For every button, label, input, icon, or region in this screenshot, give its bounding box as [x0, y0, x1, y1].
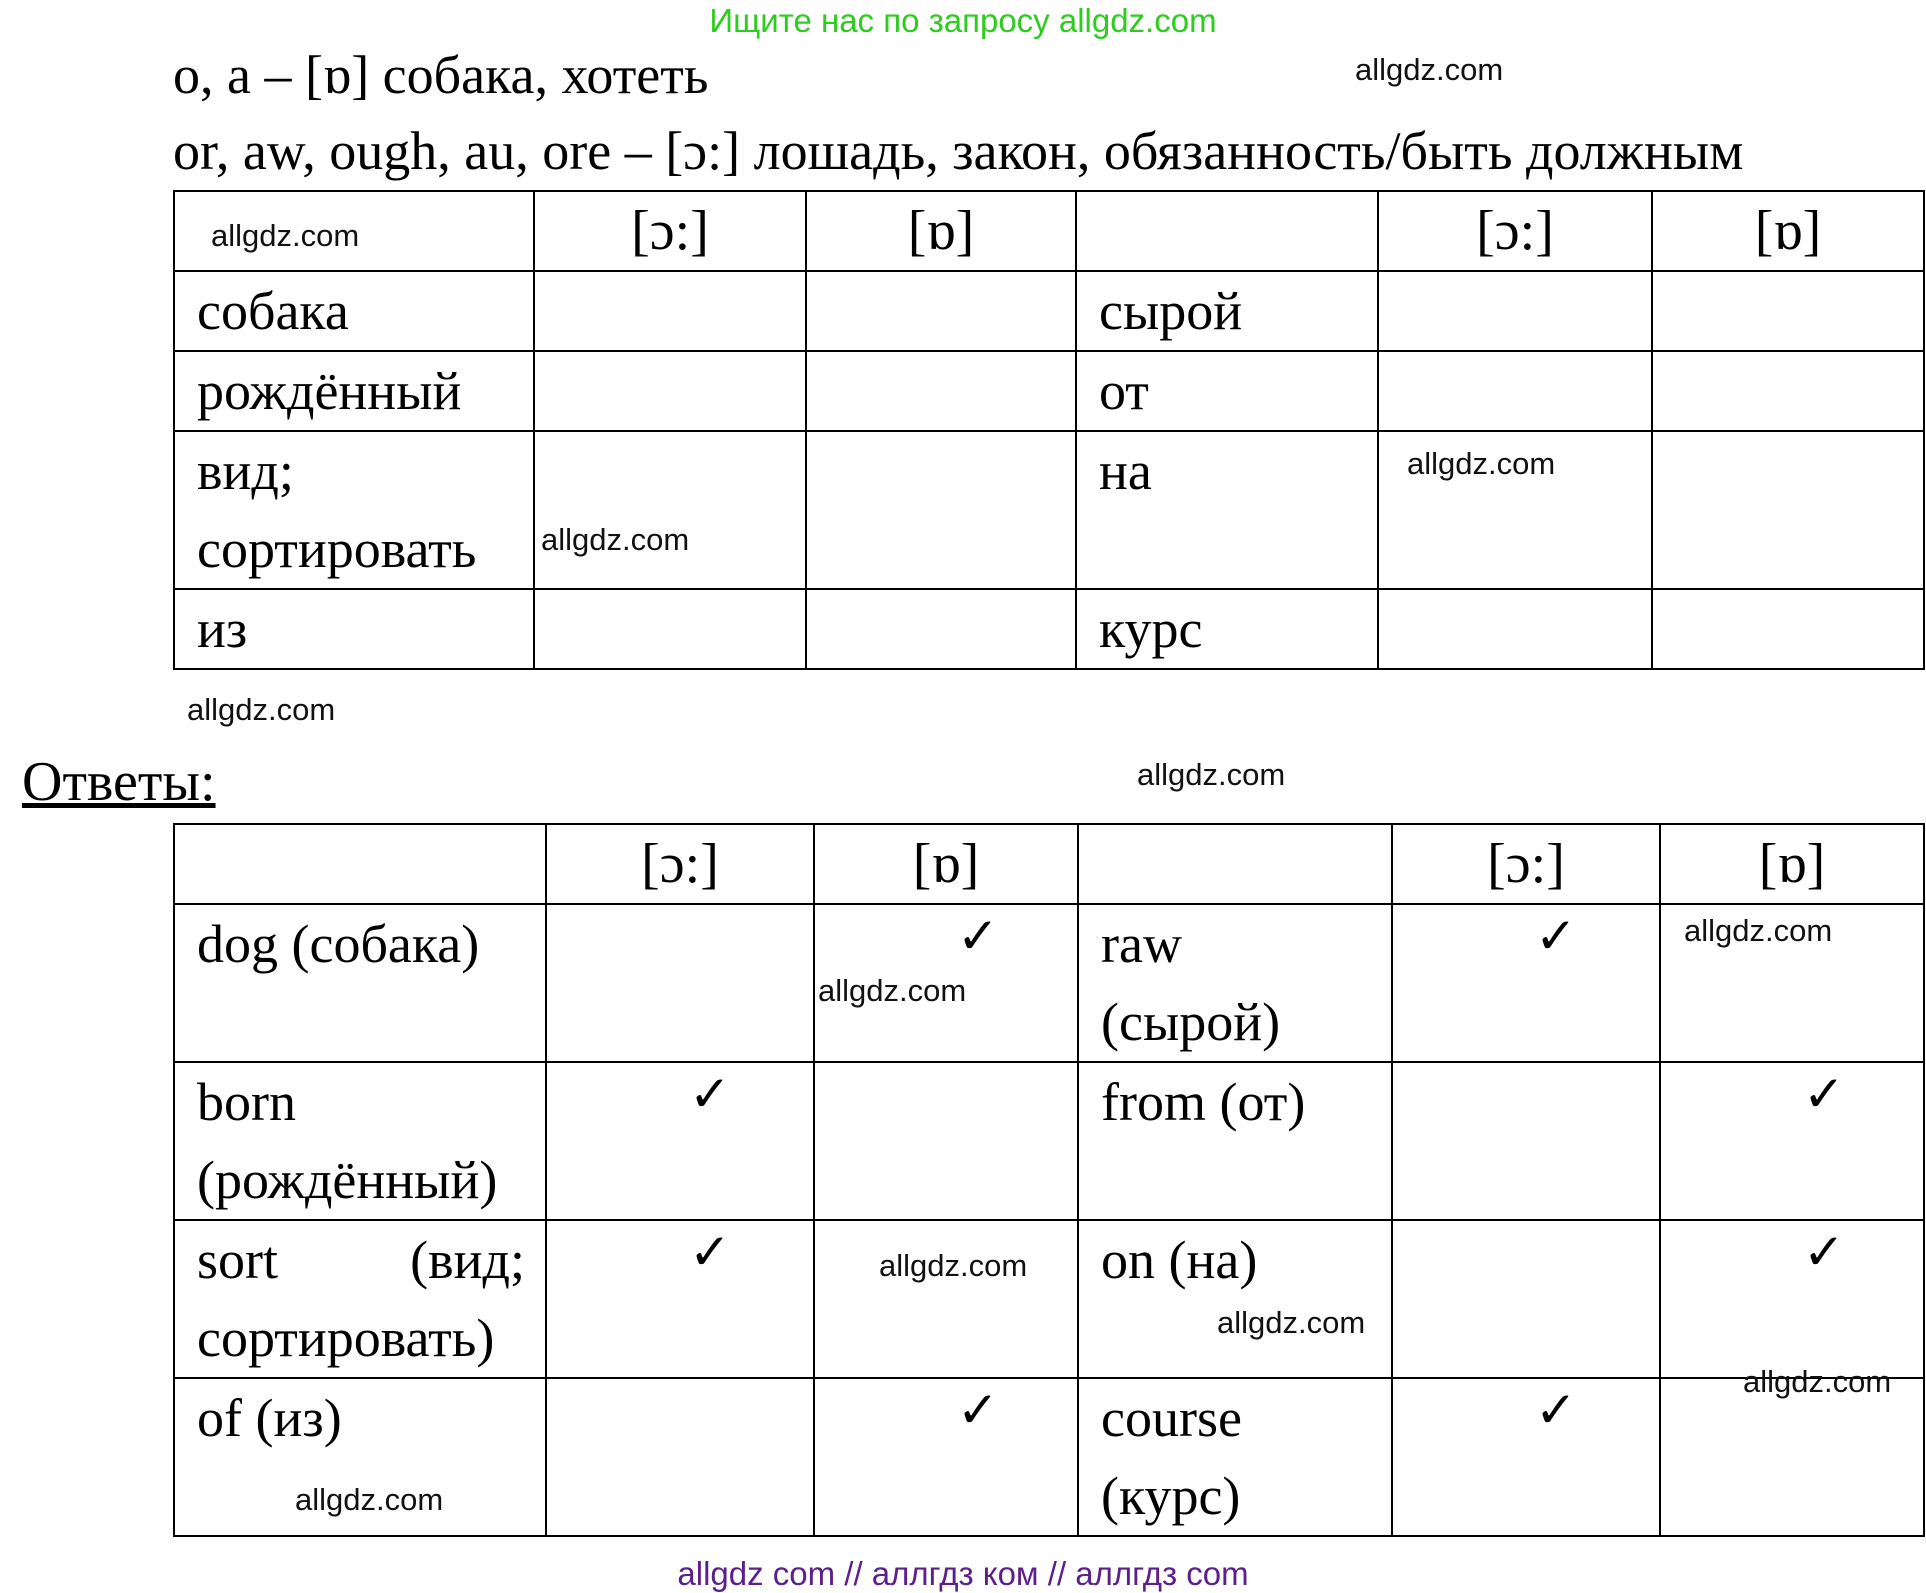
check-mark-icon: ✓	[1803, 1065, 1845, 1123]
watermark: allgdz.com	[818, 973, 967, 1008]
task-word: рождённый	[174, 351, 534, 431]
task-word: на	[1076, 431, 1378, 589]
answer-cell-short-o[interactable]	[806, 589, 1076, 669]
answer-word-line: course	[1101, 1388, 1242, 1448]
answer-cell-short-o	[814, 1378, 1078, 1536]
answer-cell-long-o[interactable]	[1378, 589, 1652, 669]
watermark: allgdz.com	[187, 692, 336, 727]
watermark: allgdz.com	[1684, 913, 1833, 948]
answer-cell-long-o[interactable]	[534, 271, 806, 351]
answer-header-long-o-2: [ɔ:]	[1392, 824, 1660, 904]
answer-word	[1078, 1220, 1392, 1378]
table-row	[174, 1062, 1924, 1220]
answer-word-line: (сырой)	[1101, 992, 1281, 1052]
table-row	[174, 351, 1924, 431]
answer-cell-short-o[interactable]	[806, 271, 1076, 351]
check-mark-icon: ✓	[957, 907, 999, 965]
answer-cell-short-o[interactable]	[1652, 589, 1924, 669]
table-row	[174, 1220, 1924, 1378]
answer-word-part: sort	[197, 1230, 278, 1290]
answer-word-line: (рождённый)	[197, 1150, 498, 1210]
answer-cell-short-o[interactable]	[1652, 431, 1924, 589]
answer-word-line: on (на)	[1101, 1230, 1258, 1290]
task-header-long-o-2: [ɔ:]	[1378, 191, 1652, 271]
watermark: allgdz.com	[295, 1482, 444, 1517]
answer-header-long-o: [ɔ:]	[546, 824, 814, 904]
answer-cell-short-o	[1660, 1062, 1924, 1220]
task-header-short-o-2: [ɒ]	[1652, 191, 1924, 271]
task-header-row	[174, 191, 1924, 271]
answer-cell-short-o[interactable]	[1652, 351, 1924, 431]
task-word: собака	[174, 271, 534, 351]
answer-cell-long-o	[546, 904, 814, 1062]
watermark: allgdz.com	[1407, 446, 1556, 481]
search-banner[interactable]: Ищите нас по запросу allgdz.com	[709, 2, 1217, 39]
answer-word-part: (вид;	[410, 1230, 525, 1290]
answer-cell-long-o	[546, 1062, 814, 1220]
rule-short-o: o, a – [ɒ] собака, хотеть	[173, 45, 709, 105]
task-word: от	[1076, 351, 1378, 431]
table-row	[174, 431, 1924, 589]
watermark: allgdz.com	[211, 218, 360, 253]
watermark: allgdz.com	[1137, 757, 1286, 792]
answer-cell-short-o[interactable]	[1652, 271, 1924, 351]
task-word: сырой	[1076, 271, 1378, 351]
watermark: allgdz.com	[1355, 52, 1504, 87]
answer-word	[1078, 1378, 1392, 1536]
answer-word	[174, 904, 546, 1062]
check-mark-icon: ✓	[1535, 1381, 1577, 1439]
answer-cell-long-o	[1392, 1378, 1660, 1536]
answer-cell-long-o[interactable]	[534, 589, 806, 669]
rule-long-o: or, aw, ough, au, ore – [ɔ:] лошадь, закон, обязанность/быть должным	[173, 121, 1744, 181]
answer-word-line: raw	[1101, 914, 1182, 974]
answer-header-word-col	[174, 824, 546, 904]
task-word	[174, 431, 534, 589]
check-mark-icon: ✓	[957, 1381, 999, 1439]
table-row	[174, 271, 1924, 351]
answer-header-word-col-2	[1078, 824, 1392, 904]
answer-cell-long-o	[1392, 1220, 1660, 1378]
check-mark-icon: ✓	[1803, 1223, 1845, 1281]
answer-cell-short-o	[814, 1062, 1078, 1220]
answers-title: Ответы:	[22, 751, 216, 813]
answer-cell-short-o	[1660, 1220, 1924, 1378]
answer-table	[173, 823, 1925, 1537]
task-header-word-col-2	[1076, 191, 1378, 271]
answer-word-line: (курс)	[1101, 1466, 1241, 1526]
answer-word-line: from (от)	[1101, 1072, 1306, 1132]
table-row	[174, 904, 1924, 1062]
answer-cell-long-o[interactable]	[534, 431, 806, 589]
answer-cell-long-o	[1392, 904, 1660, 1062]
task-word-line: вид;	[197, 441, 294, 501]
task-table	[173, 190, 1925, 670]
answer-header-short-o-2: [ɒ]	[1660, 824, 1924, 904]
task-word: из	[174, 589, 534, 669]
answer-word-line: dog (собака)	[197, 914, 480, 974]
answer-cell-long-o[interactable]	[1378, 351, 1652, 431]
task-word: курс	[1076, 589, 1378, 669]
watermark: allgdz.com	[541, 522, 690, 557]
answer-word-line: of (из)	[197, 1388, 342, 1448]
task-header-short-o: [ɒ]	[806, 191, 1076, 271]
check-mark-icon: ✓	[689, 1223, 731, 1281]
table-row	[174, 589, 1924, 669]
answer-cell-short-o[interactable]	[806, 351, 1076, 431]
answer-cell-short-o	[1660, 1378, 1924, 1536]
answer-word-line	[197, 1221, 545, 1299]
answer-cell-long-o	[1392, 1062, 1660, 1220]
watermark: allgdz.com	[879, 1248, 1028, 1283]
task-word-line: сортировать	[197, 519, 477, 579]
answer-header-row	[174, 824, 1924, 904]
answer-cell-long-o[interactable]	[534, 351, 806, 431]
answer-word	[1078, 904, 1392, 1062]
answer-word	[174, 1062, 546, 1220]
task-header-long-o: [ɔ:]	[534, 191, 806, 271]
check-mark-icon: ✓	[689, 1065, 731, 1123]
answer-cell-long-o	[546, 1378, 814, 1536]
footer-links[interactable]: allgdz com // аллгдз ком // аллгдз com	[677, 1555, 1249, 1592]
answer-word	[174, 1220, 546, 1378]
answer-cell-long-o	[546, 1220, 814, 1378]
answer-header-short-o: [ɒ]	[814, 824, 1078, 904]
watermark: allgdz.com	[1743, 1364, 1892, 1399]
answer-cell-short-o	[814, 1220, 1078, 1378]
answer-word-line: born	[197, 1072, 296, 1132]
answer-cell-short-o[interactable]	[806, 431, 1076, 589]
answer-word	[1078, 1062, 1392, 1220]
answer-word-line: сортировать)	[197, 1308, 495, 1368]
watermark: allgdz.com	[1217, 1305, 1366, 1340]
check-mark-icon: ✓	[1535, 907, 1577, 965]
answer-cell-long-o[interactable]	[1378, 271, 1652, 351]
